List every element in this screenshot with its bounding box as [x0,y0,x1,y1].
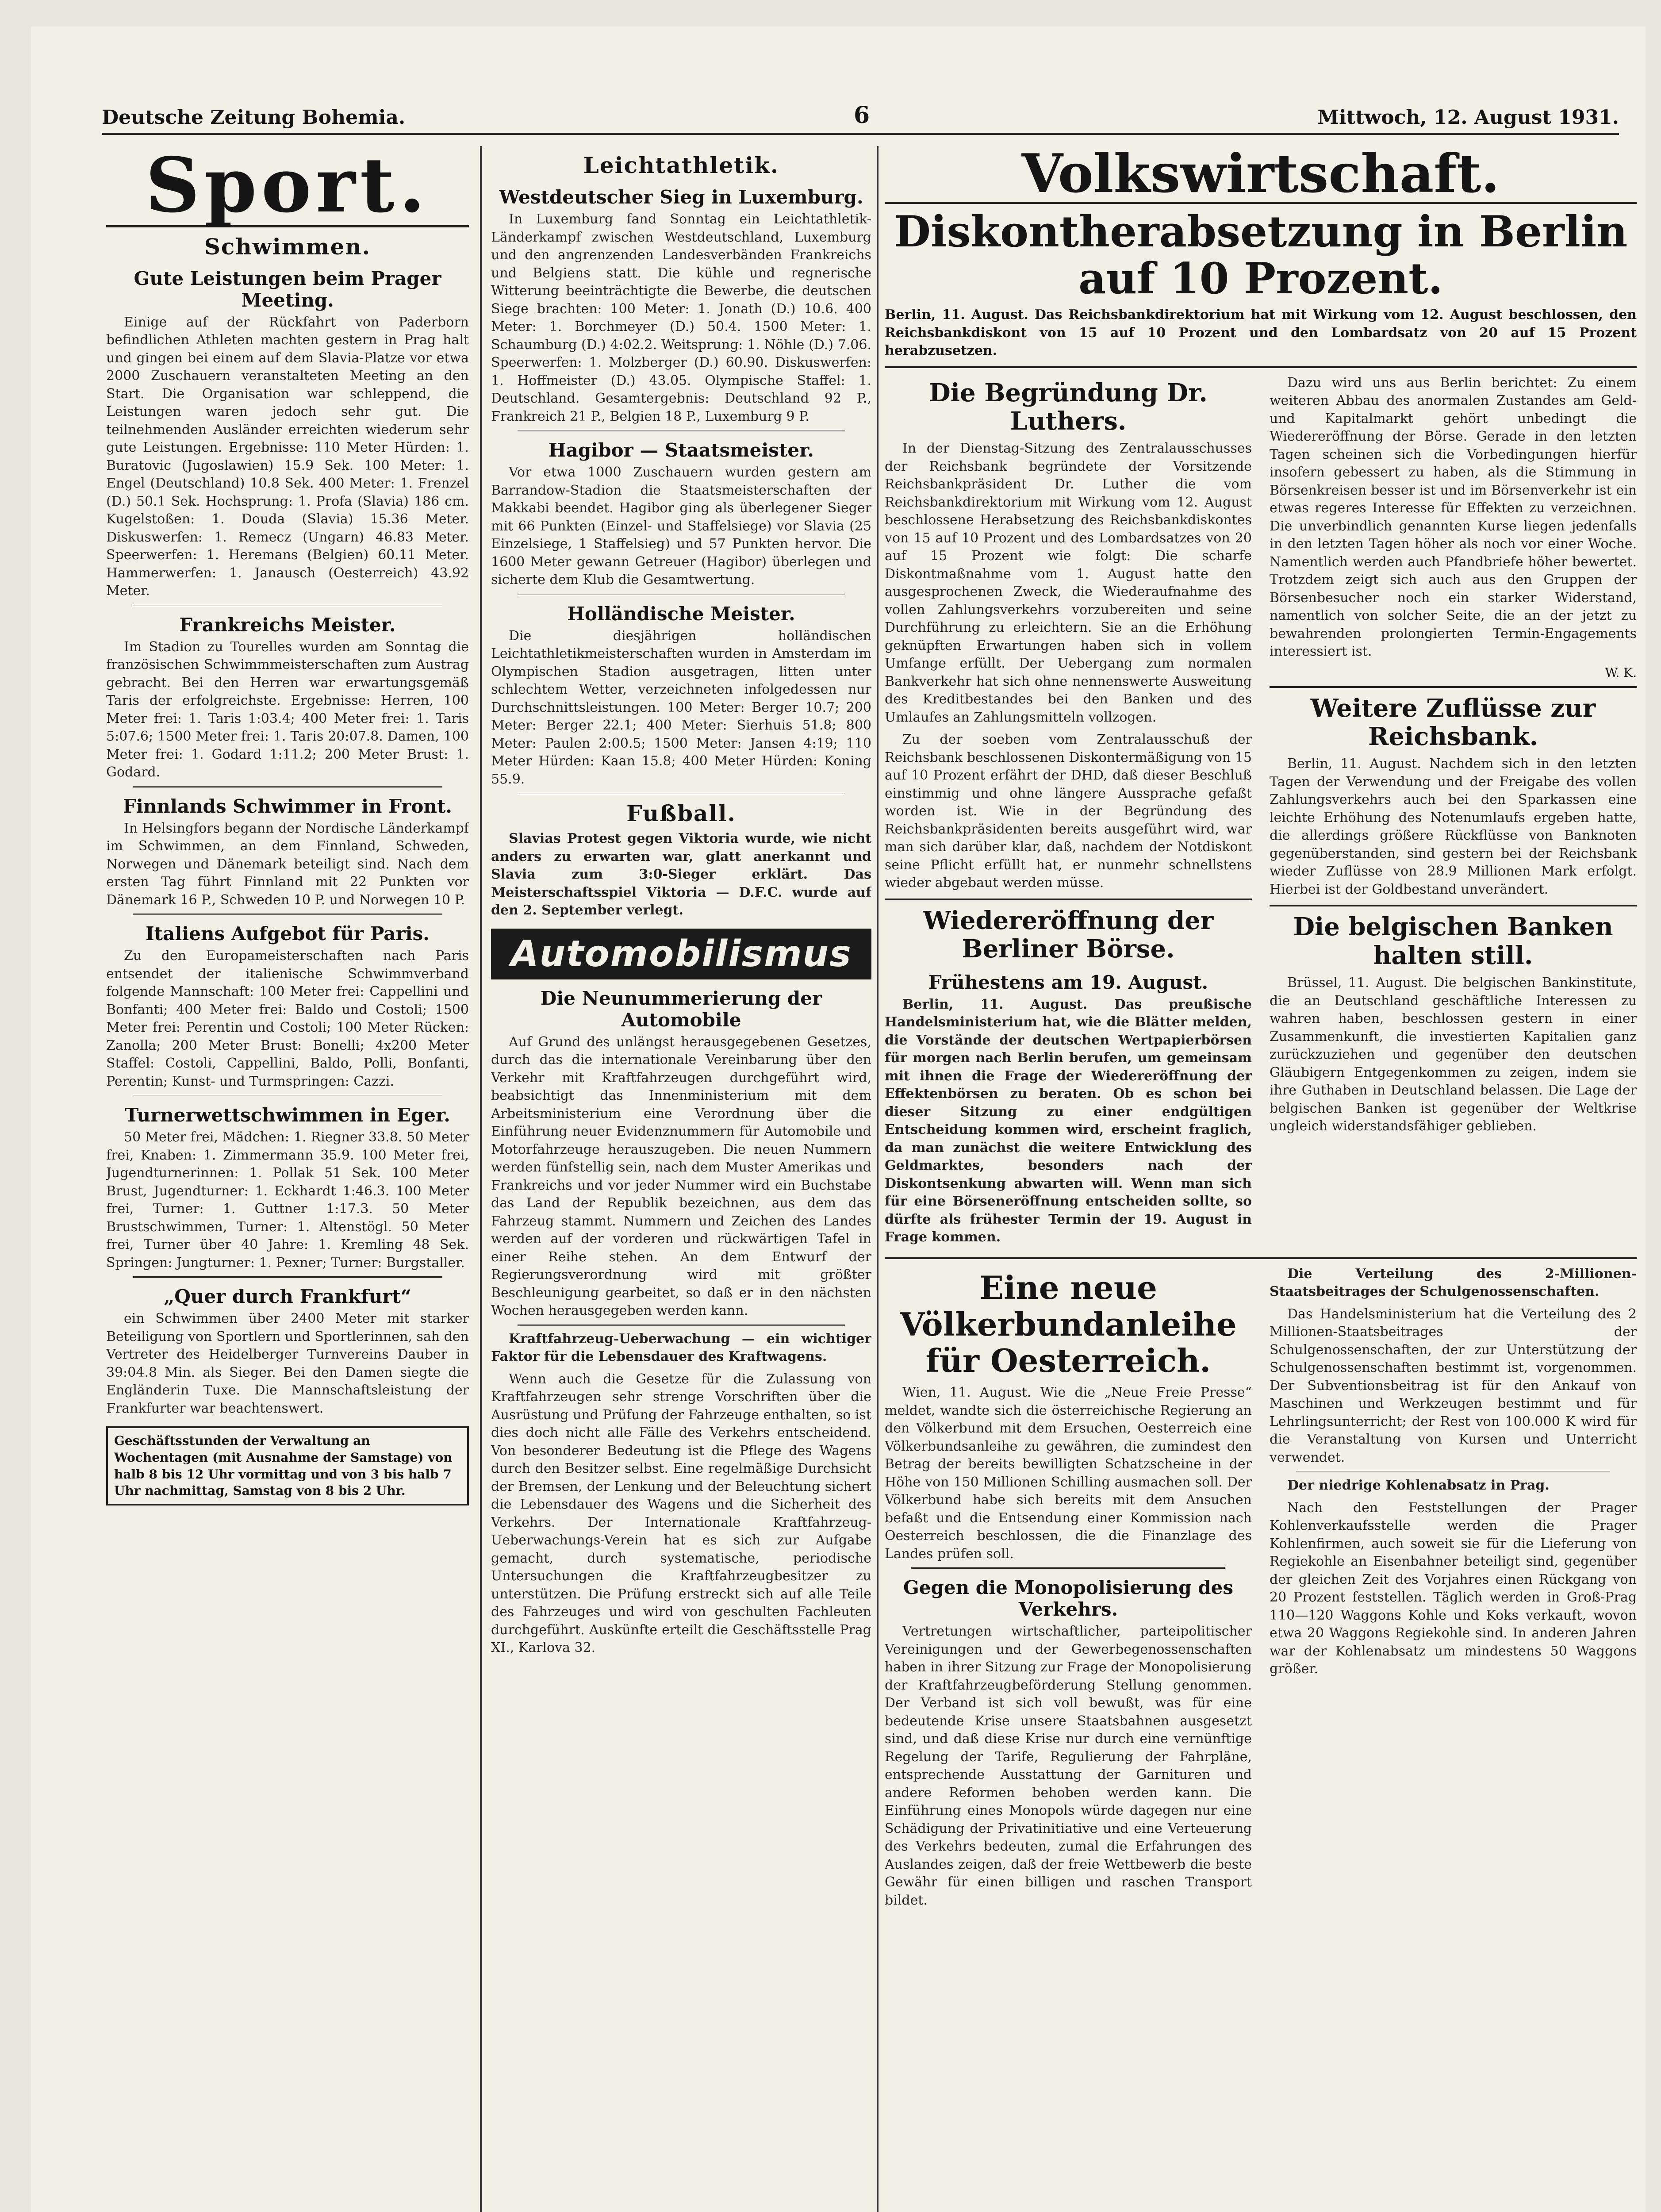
article-title: Die belgischen Banken halten still. [1293,912,1613,970]
article-body: Zu der soeben vom Zentralausschuß der Reichsbank beschlossenen Diskontermäßigung von 15 auf 10 Prozent erfährt der DHD, daß dieser Beschluß einstimmig und ohne längere Aussprache gefaßt worden ist. Wie in der Begründung des Reichsbankpräsidenten bereits ausgeführt wird, war man sich darüber klar, daß, nachdem der Notdiskont seine Pflicht erfüllt hat, er nunmehr schnellstens wieder abgebaut werden müsse. [885,732,1252,891]
article-title: Wiedereröffnung der Berliner Börse. [923,906,1214,964]
two-column-block [885,374,1637,1251]
issue-date: Mittwoch, 12. August 1931. [1317,106,1619,129]
office-hours-notice: Geschäftsstunden der Verwaltung an Wochentagen (mit Ausnahme der Samstage) von halb 8 bis 12 Uhr vormittag und von 3 bis halb 7 Uhr nachmittag, Samstag von 8 bis 2 Uhr. [106,1426,469,1505]
article-body: Slavias Protest gegen Viktoria wurde, wie nicht anders zu erwarten war, glatt anerkannt und Slavia zum 3:0-Sieger erklärt. Das Meisterschaftsspiel Viktoria — D.F.C. wurde auf den 2. September verlegt. [491,831,871,918]
swimming-heading: Schwimmen. [204,233,371,260]
page-number: 6 [854,102,870,129]
divider [911,1567,1225,1569]
article-title: Holländische Meister. [567,603,795,625]
article-title: Kraftfahrzeug-Ueberwachung — ein wichtiger Faktor für die Lebensdauer des Kraftwagens. [491,1331,871,1364]
column-rule [480,146,482,2212]
divider [518,594,845,595]
article-title: Die Neunummerierung der Automobile [540,987,822,1031]
article-body: Wenn auch die Gesetze für die Zulassung von Kraftfahrzeugen sehr strenge Vorschriften über die Ausrüstung und Prüfung der Fahrzeuge enthalten, so ist dies doch nicht alle Fälle des Verkehrs entscheidend. Von besonderer Bedeutung ist die Pflege des Wagens durch den Besitzer selbst. Eine regelmäßige Durchsicht der Bremsen, der Lenkung und der Beleuchtung sichert die Lebensdauer des Wagens und die Sicherheit des Verkehrs. Der Internationale Kraftfahrzeug-Ueberwachungs-Verein hat es sich zur Aufgabe gemacht, durch systematische, periodische Untersuchungen die Kraftfahrzeugbesitzer zu unterstützen. Die Prüfung erstreckt sich auf alle Teile des Fahrzeuges und wird von geschulten Fachleuten durchgeführt. Auskünfte erteilt die Geschäftsstelle Prag XI., Karlova 32. [491,1371,871,1655]
divider [133,1095,442,1096]
divider [885,1257,1637,1259]
athletics-heading: Leichtathletik. [583,152,779,178]
article-body: ein Schwimmen über 2400 Meter mit starker Beteiligung von Sportlern und Sportlerinnen, sah den Vertreter des Heidelberger Turnvereins Dauber in 39:04.8 Min. als Sieger. Bei den Damen siegte die Engländerin Tuxe. Die Mannschaftsleistung der Frankfurter war beachtenswert. [106,1311,469,1416]
subcolumn-left [885,1265,1252,1914]
article-title: Die Verteilung des 2-Millionen-Staatsbeitrages der Schulgenossenschaften. [1270,1266,1637,1300]
article-body: Zu den Europameisterschaften nach Paris entsendet der italienische Schwimmverband folgende Mannschaft: 100 Meter frei: Cappellini und Bonfanti; 400 Meter frei: Baldo und Costoli; 1500 Meter frei: Perentin und Costoli; 100 Meter Rücken: Zanolla; 200 Meter Brust: Bonelli; 4x200 Meter Staffel: Costoli, Cappellini, Baldo, Polli, Bonfanti, Perentin; Kunst- und Turmspringen: Cazzi. [106,948,469,1089]
author-signature: W. K. [1605,665,1637,680]
article-body: Die diesjährigen holländischen Leichtathletikmeisterschaften wurden in Amsterdam im Olympischen Stadion ausgetragen, litten unter schlechtem Wetter, verzeichneten infolgedessen nur Durchschnittsleistungen. 100 Meter: Berger 10.7; 200 Meter: Berger 22.1; 400 Meter: Sierhuis 51.8; 800 Meter: Paulen 2:00.5; 1500 Meter: Jansen 4:19; 110 Meter Hürden: Kaan 15.8; 400 Meter Hürden: Koning 55.9. [491,628,871,787]
article-title: Frankreichs Meister. [179,614,396,636]
automobilism-banner: Automobilismus [491,929,871,979]
subcolumn-right [1270,374,1637,1251]
article-body: In Helsingfors begann der Nordische Länderkampf im Schwimmen, an dem Finnland, Schweden, Norwegen und Dänemark beteiligt sind. Nach dem ersten Tag führt Finnland mit 22 Punkten vor Dänemark 16 P., Schweden 10 P. und Norwegen 10 P. [106,820,469,908]
article-body: 50 Meter frei, Mädchen: 1. Riegner 33.8. 50 Meter frei, Knaben: 1. Zimmermann 35.9. 100 Meter frei, Jugendturnerinnen: 1. Pollak 51 Sek. 100 Meter Brust, Jugendturner: 1. Eckhardt 1:46.3. 100 Meter frei, Turner: 1. Guttner 1:17.3. 50 Meter Brustschwimmen, Turner: 1. Altenstögl. 50 Meter frei, Turner über 40 Jahre: 1. Kremling 48 Sek. Springen: Jungturner: 1. Pexner; Turner: Burgstaller. [106,1129,469,1271]
divider [518,1325,845,1326]
article-body: Das Handelsministerium hat die Verteilung des 2 Millionen-Staatsbeitrages der Schulgenossenschaften, der zur Unterstützung der Schulgenossenschaften bestimmt ist, vorgenommen. Der Subventionsbeitrag ist für den Ankauf von Maschinen und Werkzeugen bestimmt und für Lehrlingsunterricht; der Rest von 100.000 K wird für die Veranstaltung von Kursen und Unterricht verwendet. [1270,1306,1637,1465]
newspaper-page [31,27,1646,2212]
article-body: Im Stadion zu Tourelles wurden am Sonntag die französischen Schwimmmeisterschaften zum Austrag gebracht. Bei den Herren war erwartungsgemäß Taris der erfolgreichste. Ergebnisse: Herren, 100 Meter frei: 1. Taris 1:03.4; 400 Meter frei: 1. Taris 5:07.6; 1500 Meter frei: 1. Taris 20:07.8. Damen, 100 Meter frei: 1. Godard 1:11.2; 200 Meter Brust: 1. Godard. [106,639,469,780]
article-title: „Quer durch Frankfurt“ [164,1286,411,1307]
subcolumn-left [885,374,1252,1251]
article-title: Turnerwettschwimmen in Eger. [125,1104,450,1126]
divider [885,366,1637,368]
sport-section-title: Sport. [106,146,469,227]
divider [133,1276,442,1278]
headline: Diskontherabsetzung in Berlin auf 10 Prozent. [894,207,1628,303]
article-title: Eine neue Völkerbundanleihe für Oesterreich. [900,1268,1237,1380]
article-body: Vertretungen wirtschaftlicher, parteipolitischer Vereinigungen und der Gewerbegenossenschaften haben in ihrer Sitzung zur Frage der Monopolisierung der Kraftfahrzeugbeförderung Stellung genommen. Der Verband ist sich voll bewußt, was für eine bedeutende Krise unsere Staatsbahnen ausgesetzt sind, und daß diese Krise nur durch eine vernünftige Regelung der Tarife, Regulierung der Fahrpläne, entsprechende Ausstattung der Garnituren und andere Reformen behoben werden kann. Die Einführung eines Monopols würde dagegen nur eine Schädigung der Privatinitiative und eine Verteuerung des Verkehrs bedeuten, zumal die Erfahrungen des Auslandes zeigen, daß der freie Wettbewerb die beste Gewähr für einen billigen und raschen Transport bildet. [885,1624,1252,1908]
article-body: Brüssel, 11. August. Die belgischen Bankinstitute, die an Deutschland geschäftliche Interessen zu wahren haben, beschlossen gestern in einer Zusammenkunft, die investierten Kapitalien ganz zurückzuziehen und gegenüber den deutschen Gläubigern Entgegenkommen zu zeigen, indem sie ihre Guthaben in Deutschland belassen. Die Lage der belgischen Banken ist gegenüber der Weltkrise ungleich widerstandsfähiger geblieben. [1270,975,1637,1134]
newspaper-name: Deutsche Zeitung Bohemia. [102,106,406,129]
divider [518,793,845,794]
article-body: In der Dienstag-Sitzung des Zentralausschusses der Reichsbank begründete der Vorsitzende Reichsbankpräsident Dr. Luther die vom Reichsbankdirektorium mit Wirkung vom 12. August beschlossene Herabsetzung des Reichsbankdiskontes von 15 auf 10 Prozent und des Lombardsatzes von 20 auf 15 Prozent wie folgt: Die scharfe Diskontmaßnahme vom 1. August hatte den ausgesprochenen Zweck, die Wiederaufnahme des vollen Zahlungsverkehrs vorzubereiten und seine Durchführung zu erleichtern. Sie an die Erhöhung geknüpften Erwartungen haben sich in vollem Umfange erfüllt. Der Uebergang zum normalen Bankverkehr hat sich ohne nennenswerte Ausweitung des Kreditbestandes bei den Banken und des Umlaufes an Zahlungsmitteln vollzogen. [885,441,1252,725]
divider [885,899,1252,900]
article-title: Die Begründung Dr. Luthers. [929,378,1208,436]
divider [1296,1471,1610,1472]
article-title: Westdeutscher Sieg in Luxemburg. [499,186,863,208]
article-title: Italiens Aufgebot für Paris. [146,923,430,945]
article-title: Weitere Zuflüsse zur Reichsbank. [1310,693,1596,752]
divider [133,605,442,606]
article-body: Berlin, 11. August. Nachdem sich in den letzten Tagen der Verwendung und der Freigabe des vollen Zahlungsverkehrs auch bei den Sparkassen eine leichte Erhöhung des Notenumlaufs ergeben hatte, die allerdings größere Rückflüsse von Banknoten gegenüberstanden, sind gestern bei der Reichsbank wieder Zuflüsse von 28.9 Millionen Mark erfolgt. Hierbei ist der Goldbestand unverändert. [1270,756,1637,897]
divider [518,430,845,431]
economy-column [885,146,1637,2212]
article-title: Hagibor — Staatsmeister. [549,439,814,461]
running-head [102,102,1619,135]
divider [1270,905,1637,906]
article-body: Vor etwa 1000 Zuschauern wurden gestern am Barrandow-Stadion die Staatsmeisterschaften der Makkabi beendet. Hagibor ging als überlegener Sieger mit 66 Punkten (Einzel- und Staffelsiege) vor Slavia (25 Einzelsiege, 1 Staffelsieg) und 57 Punkten hervor. Die 1600 Meter gewann Getreuer (Hagibor) überlegen und sicherte dem Klub die Gesamtwertung. [491,465,871,588]
article-title: Finnlands Schwimmer in Front. [123,795,452,817]
economy-section-title: Volkswirtschaft. [885,146,1637,204]
article-title: Gute Leistungen beim Prager Meeting. [134,267,441,311]
divider [133,914,442,915]
article-body: Berlin, 11. August. Das preußische Handelsministerium hat, wie die Blätter melden, die Vorstände der deutschen Wertpapierbörsen für morgen nach Berlin berufen, um gemeinsam mit ihnen die Frage der Wiedereröffnung der Effektenbörsen zu beraten. Ob es schon bei dieser Sitzung zu einer endgültigen Entscheidung kommen wird, erscheint fraglich, da man zunächst die weitere Entwicklung des Geldmarktes, besonders nach der Diskontsenkung abwarten will. Wenn man sich für eine Börseneröffnung entscheiden sollte, so dürfte als frühester Termin der 19. August in Frage kommen. [885,996,1252,1245]
article-subtitle: Frühestens am 19. August. [928,971,1208,993]
divider [1270,686,1637,688]
article-body: Nach den Feststellungen der Prager Kohlenverkaufsstelle werden die Prager Kohlenfirmen, auch soweit sie für die Lieferung von Regiekohle an Eisenbahner beteiligt sind, gegenüber der gleichen Zeit des Vorjahres einen Rückgang von 20 Prozent feststellen. Täglich werden in Groß-Prag 110—120 Waggons Kohle und Koks verkauft, wovon etwa 20 Waggons Regiekohle sind. In anderen Jahren war der Kohlenabsatz um mindestens 50 Waggons größer. [1270,1500,1637,1677]
article-body: In Luxemburg fand Sonntag ein Leichtathletik-Länderkampf zwischen Westdeutschland, Luxemburg und den angrenzenden Landesverbänden Frankreichs und Belgiens statt. Die kühle und regnerische Witterung beeinträchtigte die Bewerbe, die deutschen Siege brachten: 100 Meter: 1. Jonath (D.) 10.6. 400 Meter: 1. Borchmeyer (D.) 50.4. 1500 Meter: 1. Schaumburg (D.) 4:02.2. Weitsprung: 1. Nöhle (D.) 7.06. Speerwerfen: 1. Molzberger (D.) 60.90. Diskuswerfen: 1. Hoffmeister (D.) 43.05. Olympische Staffel: 1. Deutschland. Gesamtergebnis: Deutschland 92 P., Frankreich 21 P., Belgien 18 P., Luxemburg 9 P. [491,211,871,424]
two-column-block [885,1265,1637,1914]
football-heading: Fußball. [626,800,736,826]
article-body: Wien, 11. August. Wie die „Neue Freie Presse“ meldet, wandte sich die österreichische Regierung an den Völkerbund mit dem Ersuchen, Oesterreich eine Völkerbundsanleihe zu gewähren, die zumindest den Betrag der bereits bewilligten Schatzscheine in der Höhe von 150 Millionen Schilling ausmachen soll. Der Völkerbund habe sich bereits mit dem Ansuchen befaßt und die Entsendung einer Kommission nach Oesterreich beschlossen, die die Finanzlage des Landes prüfen soll. [885,1385,1252,1562]
sport-column-right [491,146,871,2212]
article-body: Einige auf der Rückfahrt von Paderborn befindlichen Athleten machten gestern in Prag halt und gingen bei einem auf dem Slavia-Platze vor etwa 2000 Zuschauern veranstalteten Meeting an den Start. Die Organisation war schleppend, die Leistungen waren jedoch sehr gut. Die teilnehmenden Ausländer erreichten wiederum sehr gute Leistungen. Ergebnisse: 110 Meter Hürden: 1. Buratovic (Jugoslawien) 15.9 Sek. 100 Meter: 1. Engel (Deutschland) 10.8 Sek. 400 Meter: 1. Frenzel (D.) 50.1 Sek. Hochsprung: 1. Profa (Slavia) 186 cm. Kugelstoßen: 1. Douda (Slavia) 15.36 Meter. Diskuswerfen: 1. Remecz (Ungarn) 46.83 Meter. Speerwerfen: 1. Heremans (Belgien) 60.11 Meter. Hammerwerfen: 1. Janausch (Oesterreich) 43.92 Meter. [106,314,469,599]
article-body: Auf Grund des unlängst herausgegebenen Gesetzes, durch das die internationale Vereinbarung über den Verkehr mit Kraftfahrzeugen durchgeführt wird, beabsichtigt das Innenministerium mit dem Arbeitsministerium eine Verordnung über die Einführung neuer Evidenznummern für Automobile und Motorfahrzeuge herauszugeben. Die neuen Nummern werden fünfstellig sein, nach dem Muster Amerikas und Frankreichs und vor jeder Nummer wird ein Buchstabe das Land der Republik bezeichnen, aus dem das Fahrzeug stammt. Nummern und Zeichen des Landes werden auf der vorderen und rückwärtigen Tafel in einer Reihe stehen. An dem Entwurf der Regierungsverordnung wird mit größter Beschleunigung gearbeitet, so daß er in den nächsten Wochen herausgegeben werden kann. [491,1034,871,1318]
article-body: Dazu wird uns aus Berlin berichtet: Zu einem weiteren Abbau des anormalen Zustandes am Geld- und Kapitalmarkt gehört unbedingt die Wiedereröffnung der Börse. Gerade in den letzten Tagen scheinen sich die Vorbedingungen hierfür insofern gebessert zu haben, als die Stimmung in Börsenkreisen besser ist und im Börsenverkehr ist ein etwas regeres Interesse für Effekten zu verzeichnen. Die unverbindlich genannten Kurse liegen jedenfalls in den letzten Tagen höher als noch vor einer Woche. Namentlich werden auch Pfandbriefe höher bewertet. Trotzdem zeigt sich auch aus den Gruppen der Börsenbesucher noch ein starker Widerstand, namentlich von solcher Seite, die an der jetzt zu bewahrenden prolongierten Termin-Engagements interessiert ist. [1270,375,1637,660]
subcolumn-right [1270,1265,1637,1914]
divider [133,786,442,787]
article-title: Der niedrige Kohlenabsatz in Prag. [1287,1478,1550,1494]
sport-column-left [106,146,469,2212]
article-title: Gegen die Monopolisierung des Verkehrs. [903,1577,1234,1621]
article-lead: Berlin, 11. August. Das Reichsbankdirektorium hat mit Wirkung vom 12. August beschlossen, den Reichsbankdiskont von 15 auf 10 Prozent und den Lombardsatz von 20 auf 15 Prozent herabzusetzen. [885,307,1637,359]
column-rule [877,146,878,2212]
